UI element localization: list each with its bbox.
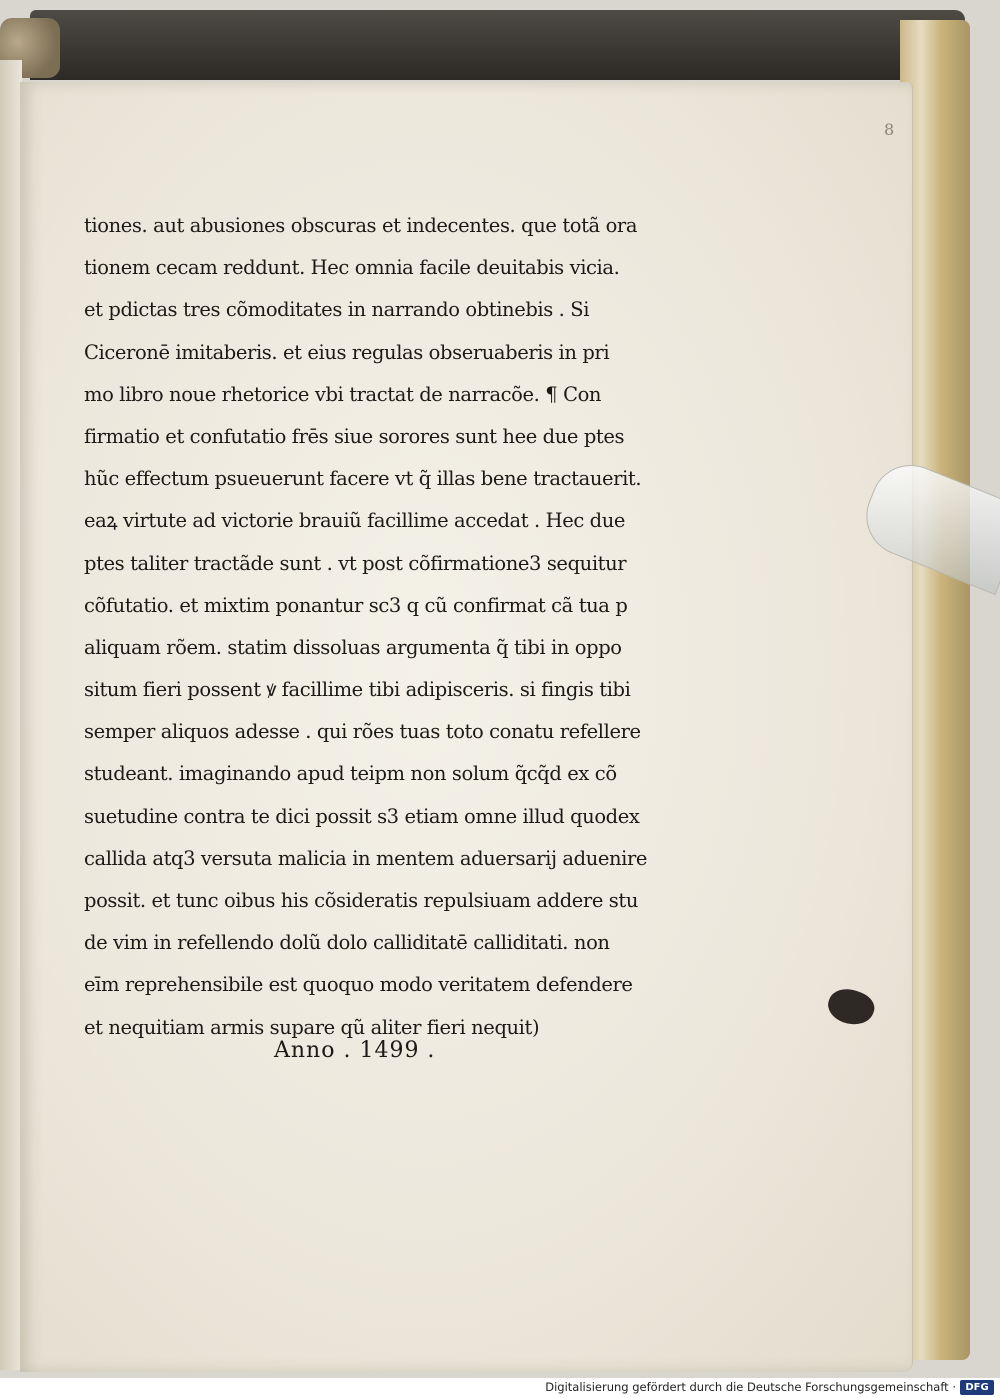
text-line: de vim in refellendo dolũ dolo calliditatē calliditati. non (84, 931, 610, 955)
footer-bar (0, 1378, 1000, 1398)
text-line: tiones. aut abusiones obscuras et indecentes. que totã ora (84, 214, 638, 237)
text-line: cõfutatio. et mixtim ponantur sc3 q cũ confirmat cã tua p (84, 593, 628, 617)
text-line: suetudine contra te dici possit s3 etiam omne illud quodex (84, 804, 640, 828)
text-line: possit. et tunc oibus his cõsideratis repulsiuam addere stu (84, 889, 638, 912)
text-line: et pdictas tres cõmoditates in narrando obtinebis . Si (84, 298, 590, 322)
text-line: et nequitiam armis supare qũ aliter fieri nequit) (84, 1015, 540, 1039)
text-line: aliquam rõem. statim dissoluas argumenta q̃ tibi in oppo (84, 635, 622, 659)
text-line: callida atq3 versuta malicia in mentem aduersarij aduenire (84, 846, 648, 870)
text-line: ptes taliter tractãde sunt . vt post cõfirmatione3 sequitur (84, 551, 627, 575)
text-line: mo libro noue rhetorice vbi tractat de narracõe. ¶ Con (84, 382, 602, 406)
text-line: firmatio et confutatio frēs siue sorores sunt hee due ptes (84, 424, 625, 448)
left-page-edge (0, 60, 22, 1370)
colophon-date: Anno . 1499 . (274, 1038, 436, 1063)
text-line: studeant. imaginando apud teipm non solum q̃cq̃d ex cõ (84, 762, 617, 786)
text-line: semper aliquos adesse . qui rões tuas toto conatu refellere (84, 720, 641, 744)
text-line: Ciceronē imitaberis. et eius regulas obseruaberis in pri (84, 340, 610, 364)
funding-credit: Digitalisierung gefördert durch die Deutsche Forschungsgemeinschaft · (545, 1380, 956, 1394)
folio-number: 8 (884, 120, 895, 139)
book-cover (30, 10, 965, 80)
text-line: eaꝝ virtute ad victorie brauiũ facillime accedat . Hec due (84, 509, 626, 533)
text-line: tionem cecam reddunt. Hec omnia facile deuitabis vicia. (84, 256, 620, 280)
page-text-block (84, 205, 648, 1049)
dfg-logo-icon: DFG (960, 1380, 994, 1395)
text-line: eīm reprehensibile est quoquo modo veritatem defendere (84, 973, 633, 997)
text-line: situm fieri possent ꝟ facillime tibi adipisceris. si fingis tibi (84, 678, 631, 702)
text-line: hũc effectum psueuerunt facere vt q̃ illas bene tractauerit. (84, 467, 642, 491)
